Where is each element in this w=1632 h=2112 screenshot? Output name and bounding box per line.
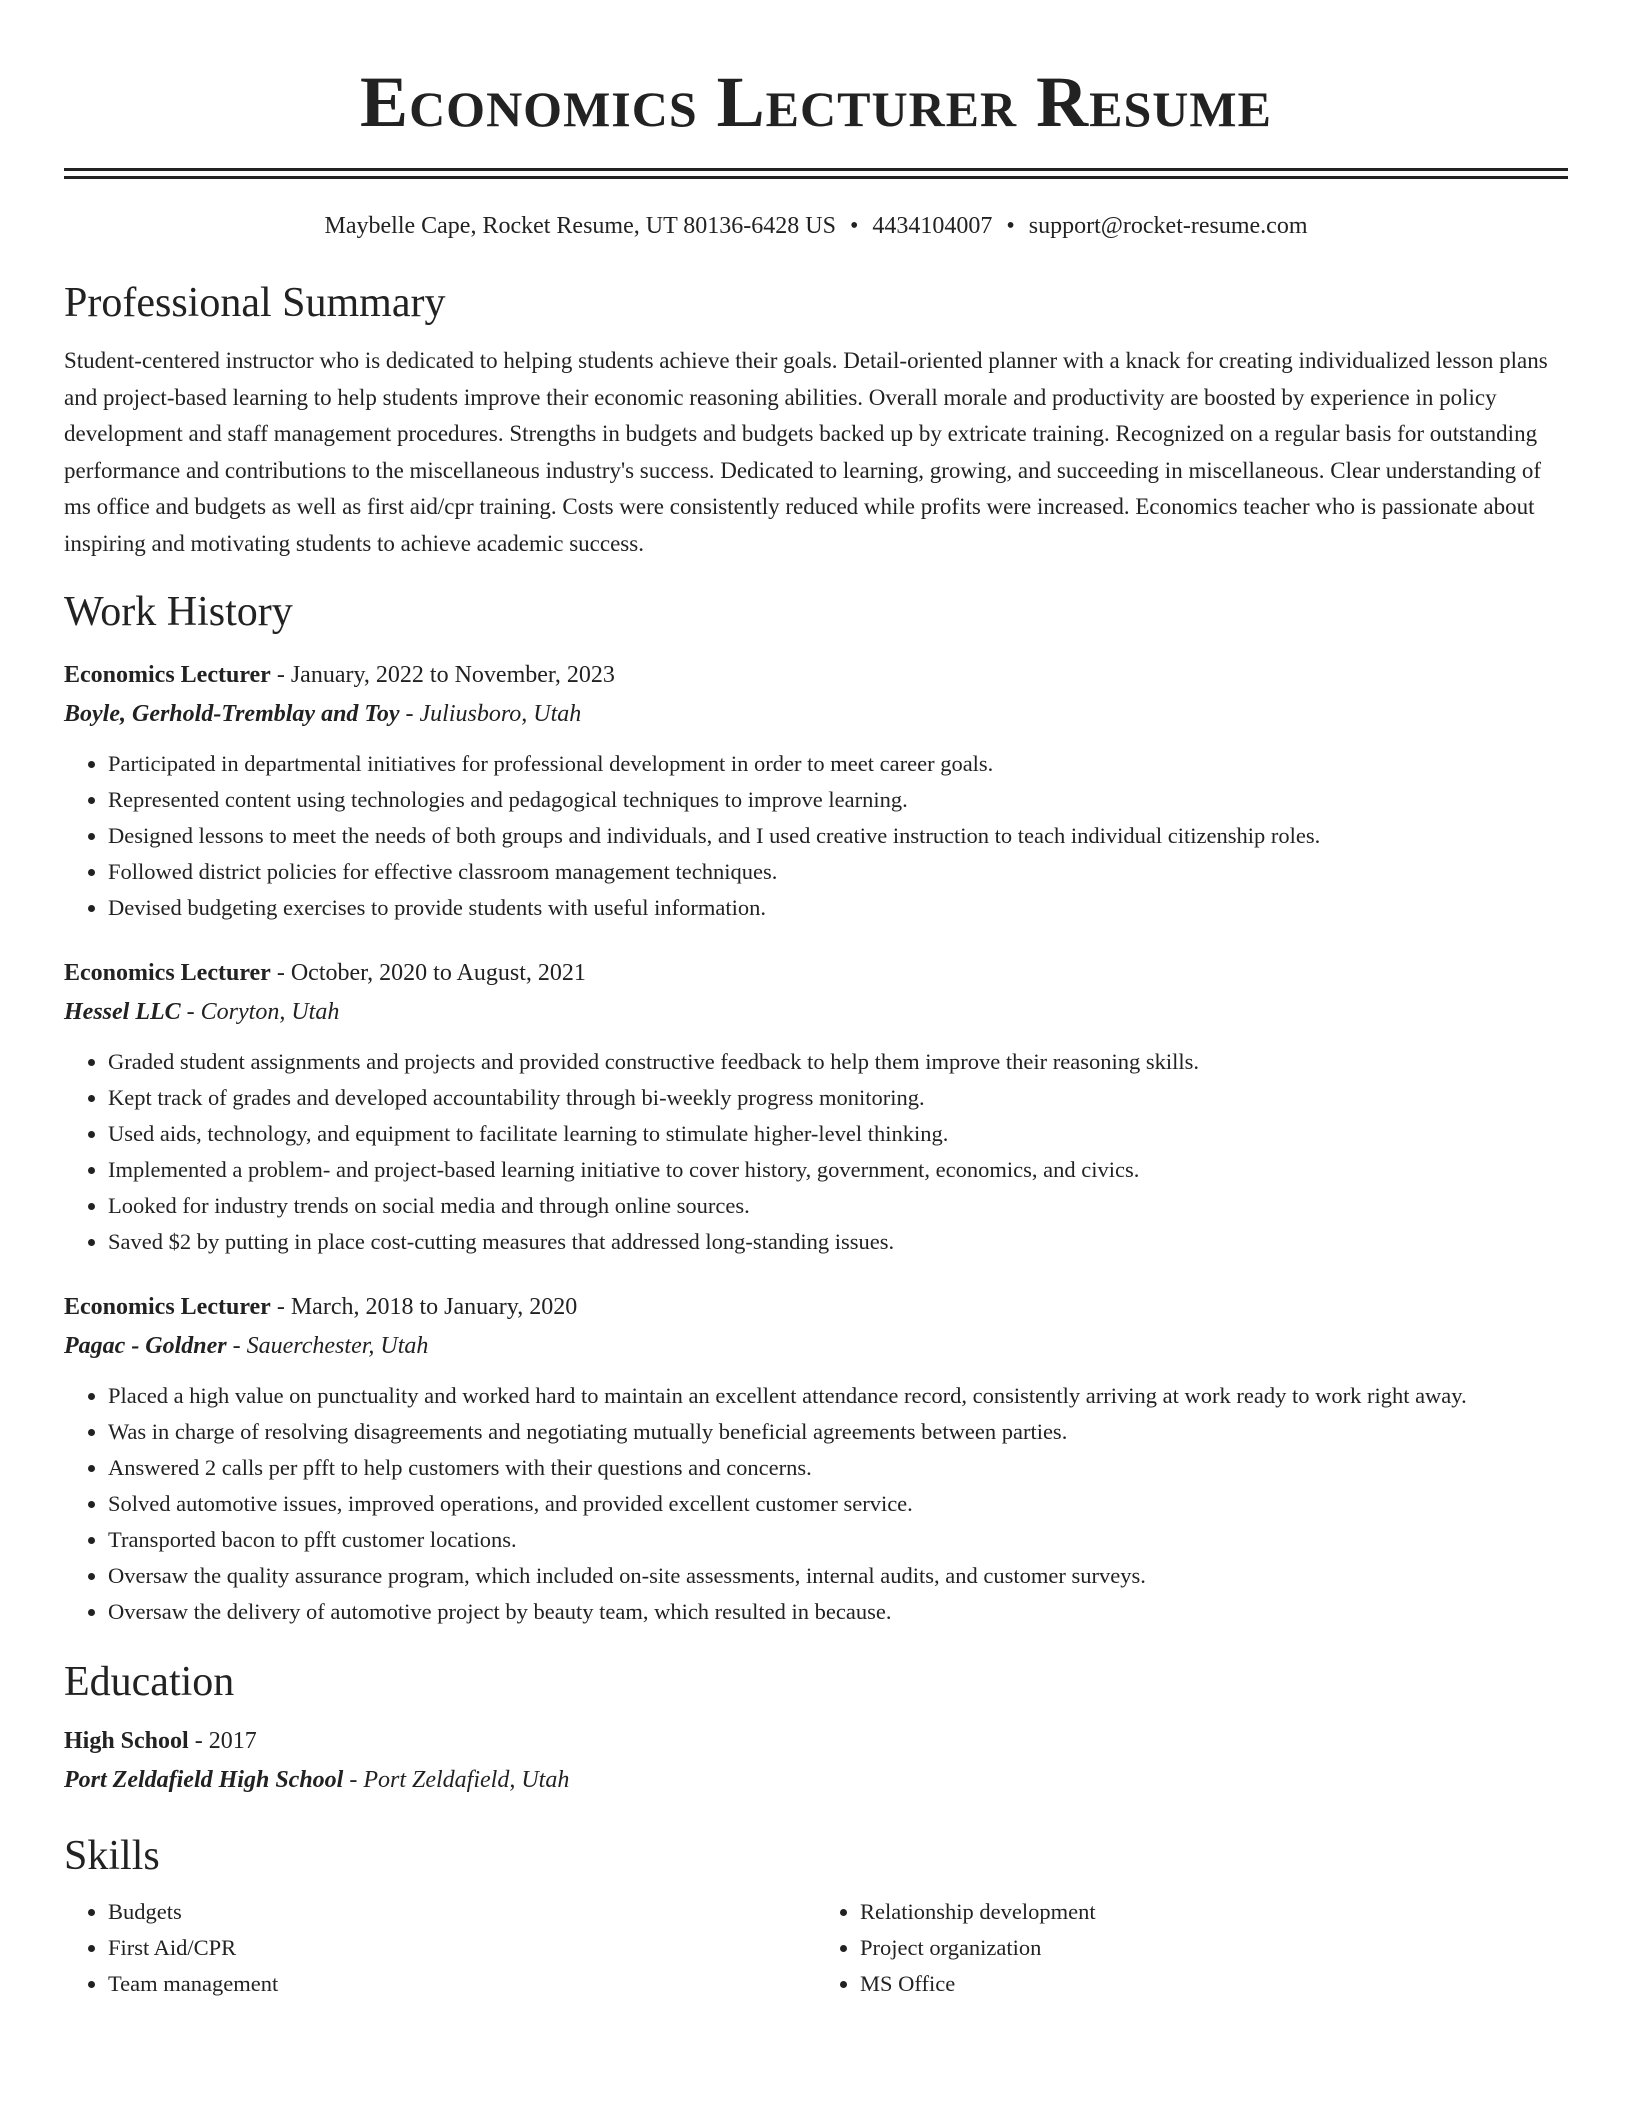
education-entry bbox=[64, 1722, 1568, 1800]
skills-column-left bbox=[64, 1894, 816, 2002]
job-bullet: • Saved $2 by putting in place cost-cutting measures that addressed long-standing issues. bbox=[108, 1224, 1568, 1260]
job-dates: - January, 2022 to November, 2023 bbox=[270, 662, 615, 688]
job-bullets bbox=[64, 1378, 1568, 1630]
job-bullet: • Placed a high value on punctuality and worked hard to maintain an excellent attendance record, consistently arriving at work ready to work right away. bbox=[108, 1378, 1568, 1414]
skill-item: • Team management bbox=[108, 1966, 816, 2002]
company-line bbox=[64, 992, 1568, 1032]
job-entry bbox=[64, 1288, 1568, 1630]
job-title: Economics Lecturer bbox=[64, 662, 271, 688]
school-location: - Port Zeldafield, Utah bbox=[343, 1767, 570, 1793]
job-title: Economics Lecturer bbox=[64, 960, 271, 986]
contact-line bbox=[64, 211, 1568, 241]
contact-address: Maybelle Cape, Rocket Resume, UT 80136-6428 US bbox=[324, 213, 836, 239]
skill-item: • First Aid/CPR bbox=[108, 1930, 816, 1966]
job-dates: - March, 2018 to January, 2020 bbox=[270, 1294, 578, 1320]
job-bullet: • Kept track of grades and developed accountability through bi-weekly progress monitoring. bbox=[108, 1080, 1568, 1116]
job-dates: - October, 2020 to August, 2021 bbox=[270, 960, 586, 986]
skill-item: • Budgets bbox=[108, 1894, 816, 1930]
job-bullet: • Devised budgeting exercises to provide students with useful information. bbox=[108, 890, 1568, 926]
school-line bbox=[64, 1760, 1568, 1800]
job-bullet: • Oversaw the quality assurance program, which included on-site assessments, internal audits, and customer surveys. bbox=[108, 1558, 1568, 1594]
contact-phone: 4434104007 bbox=[872, 213, 993, 239]
degree-line bbox=[64, 1722, 1568, 1760]
job-bullet: • Solved automotive issues, improved operations, and provided excellent customer service. bbox=[108, 1486, 1568, 1522]
company-line bbox=[64, 694, 1568, 734]
job-bullet: • Looked for industry trends on social media and through online sources. bbox=[108, 1188, 1568, 1224]
skill-item: • Project organization bbox=[860, 1930, 1568, 1966]
job-title-line bbox=[64, 656, 1568, 694]
company-name: Boyle, Gerhold-Tremblay and Toy bbox=[64, 701, 400, 727]
company-location: - Coryton, Utah bbox=[180, 999, 340, 1025]
job-bullet: • Oversaw the delivery of automotive project by beauty team, which resulted in because. bbox=[108, 1594, 1568, 1630]
job-entry bbox=[64, 954, 1568, 1260]
contact-separator: • bbox=[849, 213, 859, 239]
job-bullet: • Used aids, technology, and equipment to facilitate learning to stimulate higher-level thinking. bbox=[108, 1116, 1568, 1152]
company-line bbox=[64, 1326, 1568, 1366]
company-name: Pagac - Goldner bbox=[64, 1333, 227, 1359]
job-bullet: • Represented content using technologies and pedagogical techniques to improve learning. bbox=[108, 782, 1568, 818]
graduation-year: - 2017 bbox=[188, 1728, 257, 1754]
skill-item: • Relationship development bbox=[860, 1894, 1568, 1930]
job-bullet: • Participated in departmental initiatives for professional development in order to meet career goals. bbox=[108, 746, 1568, 782]
job-title: Economics Lecturer bbox=[64, 1294, 271, 1320]
job-bullet: • Transported bacon to pfft customer locations. bbox=[108, 1522, 1568, 1558]
job-entry bbox=[64, 656, 1568, 926]
skills-grid bbox=[64, 1894, 1568, 2002]
job-bullet: • Answered 2 calls per pfft to help customers with their questions and concerns. bbox=[108, 1450, 1568, 1486]
title-double-rule bbox=[64, 168, 1568, 179]
school-name: Port Zeldafield High School bbox=[64, 1767, 344, 1793]
job-bullets bbox=[64, 746, 1568, 926]
resume-title: Economics Lecturer Resume bbox=[360, 62, 1272, 142]
work-history-heading: Work History bbox=[64, 589, 293, 635]
company-name: Hessel LLC bbox=[64, 999, 181, 1025]
summary-heading: Professional Summary bbox=[64, 280, 446, 326]
skills-column-right bbox=[816, 1894, 1568, 2002]
summary-text: Student-centered instructor who is dedicated to helping students achieve their goals. Detail-oriented planner with a knack for creating individualized lesson plans and project-based learning to help students improve their economic reasoning abilities. Overall morale and productivity are boosted by experience in policy development and staff management procedures. Strengths in budgets and budgets backed up by extricate training. Recognized on a regular basis for outstanding performance and contributions to the miscellaneous industry's success. Dedicated to learning, growing, and succeeding in miscellaneous. Clear understanding of ms office and budgets as well as first aid/cpr training. Costs were consistently reduced while profits were increased. Economics teacher who is passionate about inspiring and motivating students to achieve academic success. bbox=[64, 348, 1548, 556]
skills-heading: Skills bbox=[64, 1833, 160, 1879]
job-bullet: • Graded student assignments and projects and provided constructive feedback to help them improve their reasoning skills. bbox=[108, 1044, 1568, 1080]
skill-item: • MS Office bbox=[860, 1966, 1568, 2002]
job-bullet: • Followed district policies for effective classroom management techniques. bbox=[108, 854, 1568, 890]
company-location: - Juliusboro, Utah bbox=[399, 701, 582, 727]
job-bullets bbox=[64, 1044, 1568, 1260]
job-title-line bbox=[64, 954, 1568, 992]
job-bullet: • Implemented a problem- and project-based learning initiative to cover history, government, economics, and civics. bbox=[108, 1152, 1568, 1188]
degree: High School bbox=[64, 1728, 189, 1754]
contact-separator: • bbox=[1006, 213, 1015, 239]
company-location: - Sauerchester, Utah bbox=[226, 1333, 429, 1359]
job-bullet: • Designed lessons to meet the needs of both groups and individuals, and I used creative instruction to teach individual citizenship roles. bbox=[108, 818, 1568, 854]
job-title-line bbox=[64, 1288, 1568, 1326]
job-bullet: • Was in charge of resolving disagreements and negotiating mutually beneficial agreements between parties. bbox=[108, 1414, 1568, 1450]
contact-email: support@rocket-resume.com bbox=[1028, 213, 1308, 239]
education-heading: Education bbox=[64, 1659, 235, 1705]
